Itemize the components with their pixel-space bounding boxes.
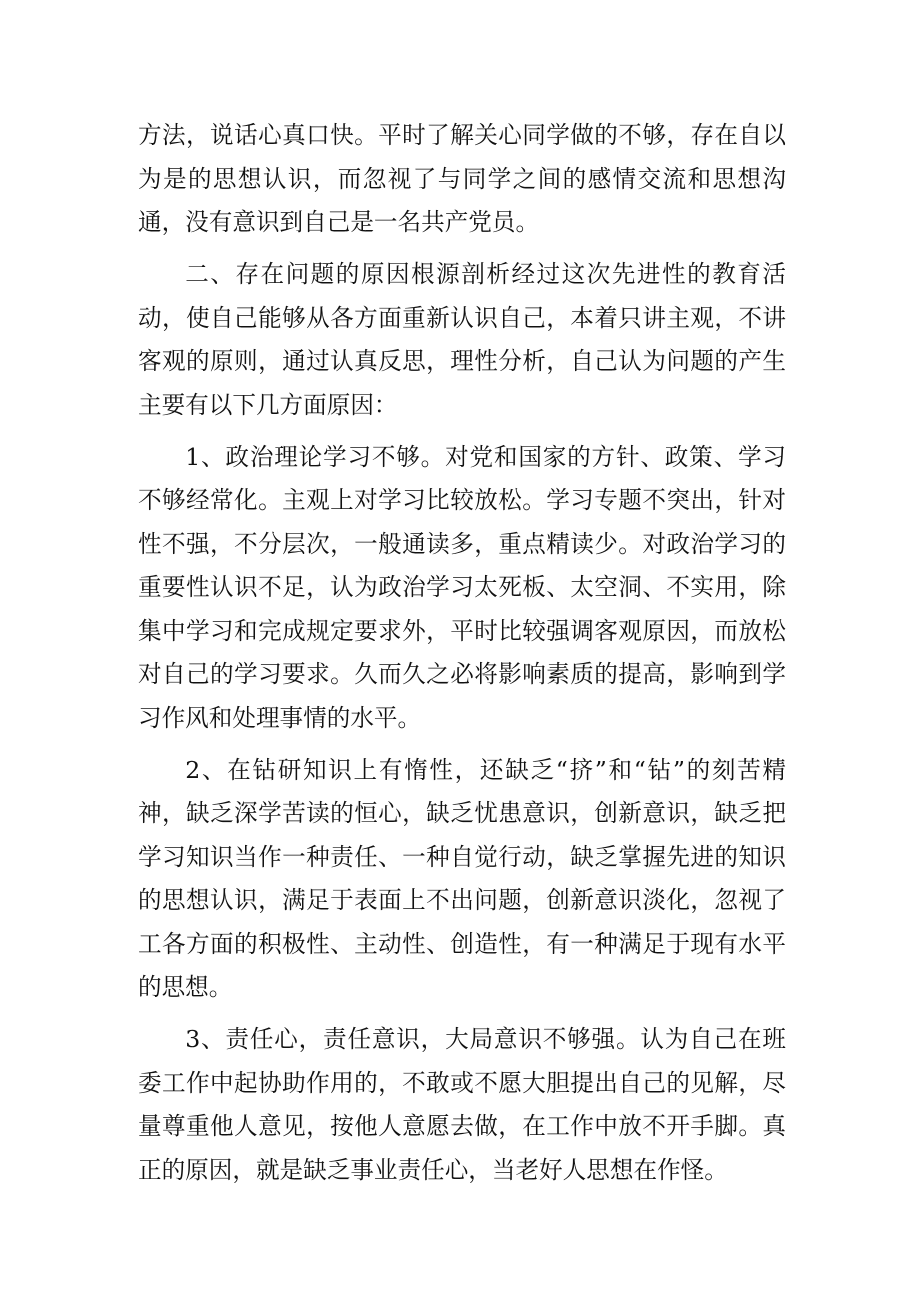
- paragraph-continuation: 方法，说话心真口快。平时了解关心同学做的不够，存在自以为是的思想认识，而忽视了与同学之间的感情交流和思想沟通，没有意识到自己是一名共产党员。: [138, 121, 786, 236]
- paragraph-section-two-heading: 二、存在问题的原因根源剖析经过这次先进性的教育活动，使自己能够从各方面重新认识自己，本着只讲主观，不讲客观的原则，通过认真反思，理性分析，自己认为问题的产生主要有以下几方面原因：: [138, 260, 786, 419]
- paragraph-reason-2: 2、在钻研知识上有惰性，还缺乏“挤”和“钻”的刻苦精神，缺乏深学苦读的恒心，缺乏忧患意识，创新意识，缺乏把学习知识当作一种责任、一种自觉行动，缺乏掌握先进的知识的思想认识，满足于表面上不出问题，创新意识淡化，忽视了工各方面的积极性、主动性、创造性，有一种满足于现有水平的思想。: [138, 755, 786, 1001]
- paragraph-reason-3: 3、责任心，责任意识，大局意识不够强。认为自己在班委工作中起协助作用的，不敢或不愿大胆提出自己的见解，尽量尊重他人意见，按他人意愿去做，在工作中放不开手脚。真正的原因，就是缺乏事业责任心，当老好人思想在作怪。: [138, 1025, 786, 1184]
- document-body: [138, 114, 786, 1201]
- paragraph-reason-1: 1、政治理论学习不够。对党和国家的方针、政策、学习不够经常化。主观上对学习比较放松。学习专题不突出，针对性不强，不分层次，一般通读多，重点精读少。对政治学习的重要性认识不足，认为政治学习太死板、太空洞、不实用，除集中学习和完成规定要求外，平时比较强调客观原因，而放松对自己的学习要求。久而久之必将影响素质的提高，影响到学习作风和处理事情的水平。: [138, 442, 786, 732]
